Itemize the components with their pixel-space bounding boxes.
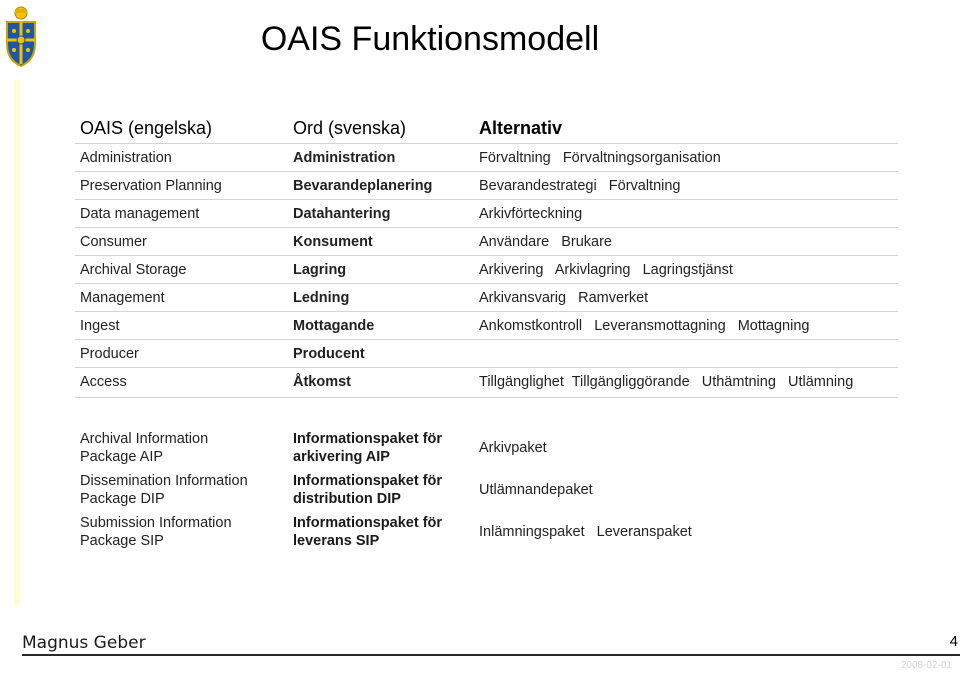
package-english: Dissemination Information Package DIP: [80, 473, 248, 507]
package-english: Submission Information Package SIP: [80, 515, 232, 549]
table-row: [75, 228, 898, 256]
term-swedish: Mottagande: [293, 318, 375, 334]
divider: [75, 171, 898, 172]
term-swedish: Lagring: [293, 262, 347, 278]
table-row: [75, 284, 898, 312]
divider: [75, 339, 898, 340]
package-swedish: Informationspaket för distribution DIP: [293, 473, 443, 507]
table-row: [75, 340, 898, 368]
header-oais-english: OAIS (engelska): [80, 118, 213, 138]
term-swedish: Åtkomst: [293, 374, 352, 390]
accent-bar: [14, 80, 20, 605]
divider: [75, 227, 898, 228]
term-alternatives: Användare Brukare: [479, 234, 612, 250]
package-alternatives: Arkivpaket: [479, 440, 547, 456]
slide-title: OAIS Funktionsmodell: [260, 20, 600, 58]
divider: [75, 283, 898, 284]
term-english: Preservation Planning: [80, 178, 222, 194]
term-alternatives: Bevarandestrategi Förvaltning: [479, 178, 681, 194]
table-row: [75, 200, 898, 228]
package-alternatives: Inlämningspaket Leveranspaket: [479, 524, 692, 540]
divider: [75, 397, 898, 398]
table-row: [75, 172, 898, 200]
term-swedish: Ledning: [293, 290, 350, 306]
table-row: [75, 368, 898, 396]
term-alternatives: Arkivering Arkivlagring Lagringstjänst: [479, 262, 733, 278]
term-english: Consumer: [80, 234, 147, 250]
table-row: [75, 256, 898, 284]
term-swedish: Datahantering: [293, 206, 391, 222]
footer-author: Magnus Geber: [22, 633, 146, 653]
header-alternatives: Alternativ: [479, 118, 563, 138]
term-swedish: Bevarandeplanering: [293, 178, 433, 194]
footer-date: 2008-02-01: [900, 660, 952, 671]
term-english: Administration: [80, 150, 172, 166]
term-english: Data management: [80, 206, 200, 222]
table-row: [75, 312, 898, 340]
divider: [75, 311, 898, 312]
term-swedish: Konsument: [293, 234, 373, 250]
divider: [75, 367, 898, 368]
table-header: [75, 114, 898, 142]
header-swedish-word: Ord (svenska): [293, 118, 407, 138]
term-alternatives: Arkivansvarig Ramverket: [479, 290, 649, 306]
table-row: [75, 144, 898, 172]
divider: [75, 255, 898, 256]
table-row: [75, 509, 898, 551]
package-swedish: Informationspaket för arkivering AIP: [293, 431, 443, 465]
term-alternatives: Ankomstkontroll Leveransmottagning Mottagning: [479, 318, 810, 334]
term-swedish: Producent: [293, 346, 365, 362]
term-alternatives: Arkivförteckning: [479, 206, 583, 222]
table-row: [75, 425, 898, 467]
package-alternatives: Utlämnandepaket: [479, 482, 593, 498]
package-table: [75, 425, 898, 551]
term-english: Ingest: [80, 318, 120, 334]
term-alternatives: Förvaltning Förvaltningsorganisation: [479, 150, 721, 166]
term-english: Producer: [80, 346, 139, 362]
term-alternatives: Tillgänglighet Tillgängliggörande Uthämtning Utlämning: [479, 374, 854, 390]
divider: [75, 199, 898, 200]
term-swedish: Administration: [293, 150, 396, 166]
terms-table: [75, 144, 898, 396]
package-swedish: Informationspaket för leverans SIP: [293, 515, 443, 549]
page-number: 4: [949, 633, 958, 650]
term-english: Management: [80, 290, 165, 306]
term-english: Archival Storage: [80, 262, 187, 278]
table-row: [75, 467, 898, 509]
footer-divider: [22, 654, 960, 656]
term-english: Access: [80, 374, 127, 390]
package-english: Archival Information Package AIP: [80, 431, 209, 465]
